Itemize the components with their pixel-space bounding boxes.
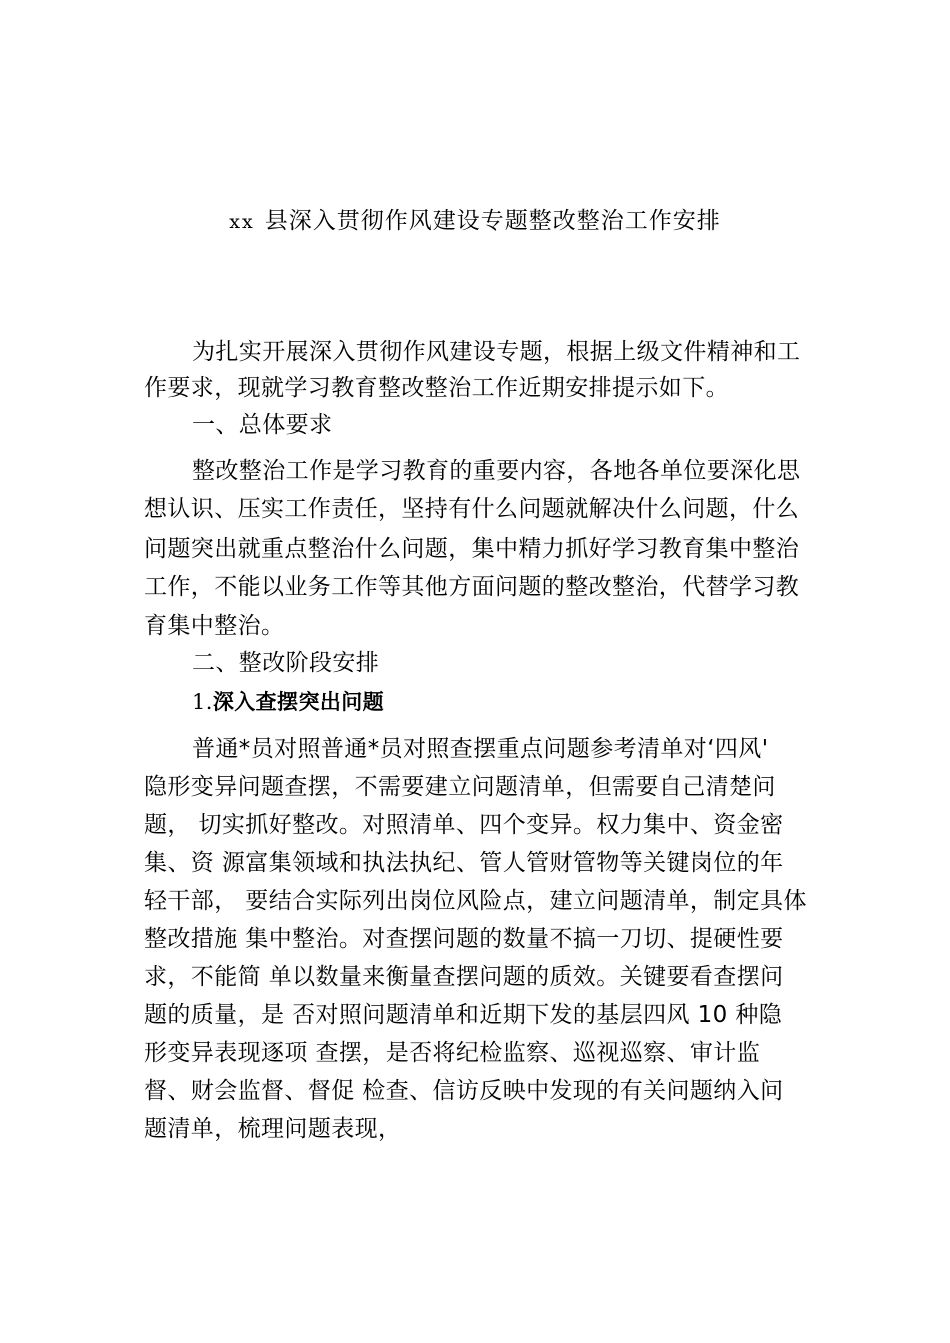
paragraph-line: 整改整治工作是学习教育的重要内容，各地各单位要深化思 [192,458,801,484]
title-main: 县深入贯彻作风建设专题整改整治工作安排 [264,208,721,234]
paragraph-line: 隐形变异问题查摆，不需要建立问题清单，但需要自己清楚问 [144,774,776,800]
paragraph-line: 求，不能简 单以数量来衡量查摆问题的质效。关键要看查摆问 [144,964,784,990]
paragraph-line: 题， 切实抓好整改。对照清单、四个变异。权力集中、资金密 [144,812,784,838]
paragraph-line: 题清单，梳理问题表现， [144,1116,402,1142]
paragraph-line: 想认识、压实工作责任，坚持有什么问题就解决什么问题，什么 [144,496,800,522]
section-heading: 一、总体要求 [192,412,333,438]
paragraph-line: 集、资 源富集领域和执法执纪、管人管财管物等关键岗位的年 [144,850,784,876]
document-title [0,202,950,235]
subsection-heading [192,687,384,717]
subsection-title: 深入查摆突出问题 [212,690,385,714]
paragraph-line: 督、财会监督、督促 检查、信访反映中发现的有关问题纳入问 [144,1078,784,1104]
paragraph-line: 作要求，现就学习教育整改整治工作近期安排提示如下。 [144,375,729,401]
paragraph-line: 问题突出就重点整治什么问题，集中精力抓好学习教育集中整治 [144,536,800,562]
section-heading: 二、整改阶段安排 [192,650,380,676]
title-prefix: xx [229,211,255,233]
paragraph-line: 工作，不能以业务工作等其他方面问题的整改整治，代替学习教 [144,574,800,600]
paragraph-line: 育集中整治。 [144,613,285,639]
paragraph-line: 题的质量，是 否对照问题清单和近期下发的基层四风 10 种隐 [144,1002,783,1028]
paragraph-line: 普通*员对照普通*员对照查摆重点问题参考清单对‘四风' [192,736,769,762]
subsection-number: 1. [192,690,213,714]
paragraph-line: 轻干部， 要结合实际列出岗位风险点，建立问题清单，制定具体 [144,888,807,914]
paragraph-line: 形变异表现逐项 查摆，是否将纪检监察、巡视巡察、审计监 [144,1040,761,1066]
paragraph-line: 整改措施 集中整治。对查摆问题的数量不搞一刀切、提硬性要 [144,926,784,952]
paragraph-line: 为扎实开展深入贯彻作风建设专题，根据上级文件精神和工 [192,339,801,365]
